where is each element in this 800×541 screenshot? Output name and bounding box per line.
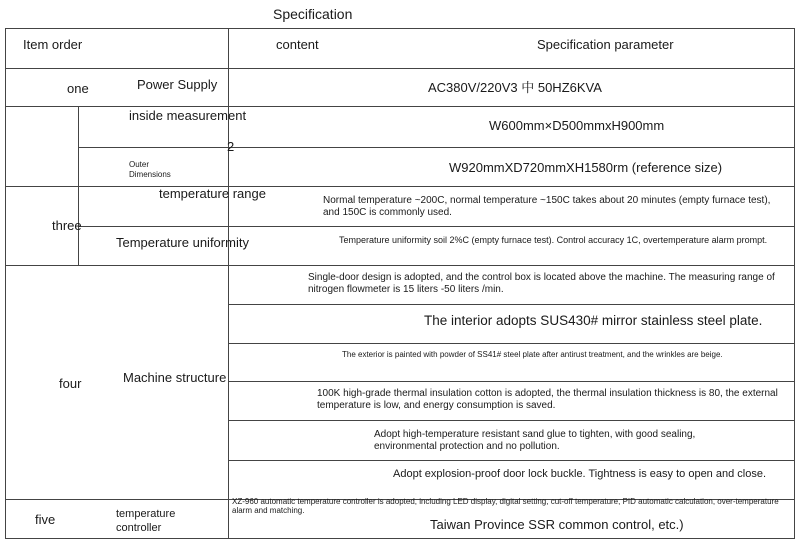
rule-row2a-bottom [78, 147, 794, 148]
rule-bottom [5, 538, 794, 539]
header-item-order: Item order [23, 37, 83, 52]
rule-header-bottom [5, 68, 794, 69]
row-one-order: one [67, 81, 89, 96]
row-two-order: 2 [227, 139, 235, 154]
header-content: content [276, 37, 319, 52]
row-five-content-line2: controller [116, 522, 162, 534]
page-title: Specification [273, 6, 353, 22]
row-three-content-a: temperature range [159, 186, 266, 201]
row-four-param-3: The exterior is painted with powder of SS41# steel plate after antirust treatment, and the wrinkles are beige. [342, 350, 723, 359]
rule-row4c-bottom [228, 381, 794, 382]
row-five-param-small: XZ-960 automatic temperature controller is adopted, including LED display, digital setting, cut-off temperature, PID automatic calculation, over-temperature alarm and matching. [232, 497, 779, 516]
rule-row4b-bottom [228, 343, 794, 344]
row-three-order: three [52, 218, 82, 233]
row-one-content: Power Supply [137, 77, 218, 92]
header-parameter: Specification parameter [537, 37, 674, 52]
rule-row3-bottom [5, 265, 794, 266]
row-four-param-2: The interior adopts SUS430# mirror stainless steel plate. [424, 313, 763, 328]
rule-subcell-2 [78, 106, 79, 186]
rule-row2-bottom [5, 186, 794, 187]
rule-left [5, 28, 6, 539]
row-two-content-b-line2: Dimensions [129, 170, 171, 179]
row-four-param-1: Single-door design is adopted, and the control box is located above the machine. The measuring range of nitrogen flowmeter is 15 liters -50 liters /min. [308, 272, 775, 295]
row-two-param-a: W600mm×D500mmxH900mm [489, 118, 665, 133]
rule-row4e-bottom [228, 460, 794, 461]
row-five-order: five [35, 512, 56, 527]
row-five-param-large: Taiwan Province SSR common control, etc.) [430, 517, 684, 532]
row-two-param-b: W920mmXD720mmXH1580rm (reference size) [449, 160, 723, 175]
row-four-content: Machine structure [123, 370, 227, 385]
rule-row1-bottom [5, 106, 794, 107]
row-five-content-line1: temperature [116, 508, 176, 520]
row-one-param: AC380V/220V3 中 50HZ6KVA [428, 80, 602, 95]
rule-row4a-bottom [228, 304, 794, 305]
row-three-param-b: Temperature uniformity soil 2%C (empty furnace test). Control accuracy 1C, overtemperature alarm prompt. [339, 235, 768, 245]
rule-row3a-bottom [78, 226, 794, 227]
rule-top [5, 28, 794, 29]
row-three-content-b: Temperature uniformity [116, 235, 249, 250]
row-four-param-5: Adopt high-temperature resistant sand glue to tighten, with good sealing, environmental protection and no pollution. [374, 429, 696, 452]
row-three-param-a: Normal temperature ~200C, normal temperature ~150C takes about 20 minutes (empty furnace test), and 150C is commonly used. [323, 195, 771, 218]
row-two-content-b-line1: Outer [129, 160, 150, 169]
rule-col-content [228, 28, 229, 539]
rule-row4d-bottom [228, 420, 794, 421]
row-four-param-6: Adopt explosion-proof door lock buckle. Tightness is easy to open and close. [393, 468, 767, 480]
rule-right [794, 28, 795, 539]
row-two-content-a: inside measurement [129, 108, 247, 123]
row-four-param-4: 100K high-grade thermal insulation cotton is adopted, the thermal insulation thickness is 80, the external temperature is low, and energy consumption is saved. [317, 388, 778, 411]
row-four-order: four [59, 376, 82, 391]
